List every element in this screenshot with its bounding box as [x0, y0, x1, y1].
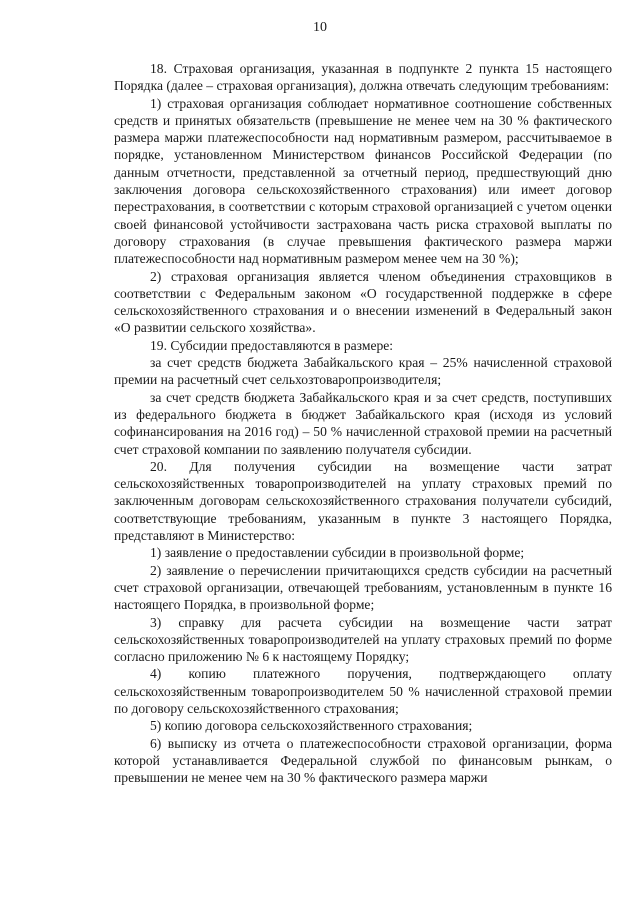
paragraph-19-regional: за счет средств бюджета Забайкальского края – 25% начисленной страховой премии на расчетный счет сельхозтоваропроизводителя; [114, 355, 612, 388]
paragraph-20-item-4: 4) копию платежного поручения, подтверждающего оплату сельскохозяйственным товаропроизводителем 50 % начисленной страховой премии по договору сельскохозяйственного страхования; [114, 666, 612, 716]
paragraph-18: 18. Страховая организация, указанная в подпункте 2 пункта 15 настоящего Порядка (далее – страховая организация), должна отвечать следующим требованиям: [114, 61, 612, 94]
paragraph-20-item-3: 3) справку для расчета субсидии на возмещение части затрат сельскохозяйственных товаропроизводителей на уплату страховых премий по форме согласно приложению № 6 к настоящему Порядку; [114, 614, 612, 665]
paragraph-18-item-2: 2) страховая организация является членом объединения страховщиков в соответствии с Федеральным законом «О государственной поддержке в сфере сельскохозяйственного страхования и о внесении изменений в Федеральный закон «О развитии сельского хозяйства». [114, 268, 612, 336]
paragraph-20-item-6: 6) выписку из отчета о платежеспособности страховой организации, форма которой устанавливается Федеральной службой по финансовым рынкам, о превышении не менее чем на 30 % фактического размера маржи [114, 735, 612, 786]
paragraph-18-item-1: 1) страховая организация соблюдает нормативное соотношение собственных средств и принятых обязательств (превышение не менее чем на 30 % фактического размера маржи платежеспособности над нормативным размером, рассчитываемое в порядке, установленном Министерством финансов Российской Федерации (по данным отчетности, представленной за отчетный период, предшествующий дню заключения договора сельскохозяйственного страхования) или имеет договор перестрахования, в соответствии с которым страховой организацией с учетом оценки своей финансовой устойчивости застрахована часть риска страховой выплаты по договору страхования (в случае превышения фактического размера маржи платежеспособности над нормативным размером менее чем на 30 %); [114, 95, 612, 267]
paragraph-20-item-5: 5) копию договора сельскохозяйственного страхования; [150, 718, 473, 734]
page-number: 10 [313, 20, 327, 35]
paragraph-20: 20. Для получения субсидии на возмещение части затрат сельскохозяйственных товаропроизводителей на уплату страховых премий по заключенным договорам сельскохозяйственного страхования получатели субсидий, соответствующие требованиям, указанным в пункте 3 настоящего Порядка, представляют в Министерство: [114, 458, 612, 544]
paragraph-20-item-1: 1) заявление о предоставлении субсидии в произвольной форме; [150, 545, 525, 561]
document-body [114, 60, 612, 786]
paragraph-20-item-2: 2) заявление о перечислении причитающихся средств субсидии на расчетный счет страховой организации, отвечающей требованиям, установленным в пункте 16 настоящего Порядка, в произвольной форме; [114, 562, 612, 613]
paragraph-19: 19. Субсидии предоставляются в размере: [150, 337, 394, 353]
paragraph-19-federal: за счет средств бюджета Забайкальского края и за счет средств, поступивших из федерального бюджета в бюджет Забайкальского края (исходя из условий софинансирования на 2016 год) – 50 % начисленной страховой премии на расчетный счет страховой компании по заявлению получателя субсидии. [114, 389, 612, 457]
